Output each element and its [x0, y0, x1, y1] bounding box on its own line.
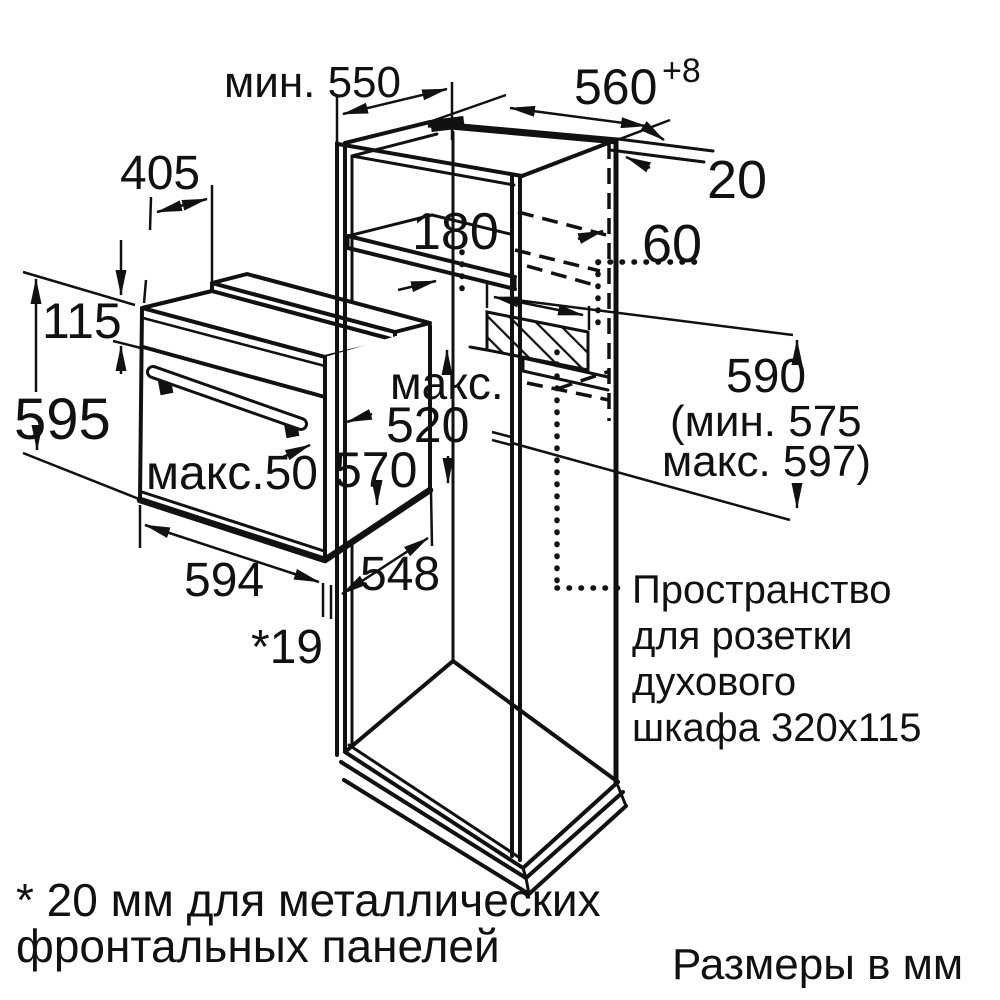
plinth-front-top	[341, 762, 526, 878]
label-min550: мин. 550	[224, 58, 401, 107]
label-60: 60	[642, 214, 703, 274]
dim-405-line	[157, 199, 207, 212]
dim-590-datum-tick-2	[492, 440, 511, 445]
label-20: 20	[707, 150, 768, 210]
socket-note-line1: Пространство	[632, 568, 892, 612]
label-590-min: (мин. 575	[670, 397, 862, 446]
label-548: 548	[360, 548, 441, 601]
dim-180-arrow	[398, 281, 436, 290]
label-max50: макс.50	[146, 447, 318, 500]
ext-line-oven-bottom	[23, 453, 139, 499]
floor-front-inner-edge	[349, 745, 520, 858]
socket-note-line4: шкафа 320x115	[632, 706, 922, 750]
niche-top-rear-notch	[431, 122, 464, 126]
label-star19: *19	[251, 621, 324, 674]
socket-note-line2: для розетки	[632, 614, 853, 658]
wall-line-lower	[610, 150, 704, 162]
dim-405-ext-left	[144, 280, 146, 303]
label-520: 520	[386, 397, 470, 453]
socket-shelf-edge-left	[470, 347, 487, 350]
dim-590-datum-tick-1	[492, 432, 511, 437]
label-115: 115	[42, 293, 122, 349]
top-right-depth-edge	[522, 140, 616, 176]
floor-rear-edge	[453, 661, 618, 782]
footnote	[16, 874, 601, 972]
label-max-word: макс.	[390, 357, 504, 409]
footnote-line2: фронтальных панелей	[16, 920, 500, 972]
floor-front-edge	[345, 752, 523, 868]
label-405: 405	[120, 147, 201, 200]
footnote-line1: * 20 мм для металлических	[16, 874, 601, 926]
socket-note	[632, 568, 922, 750]
socket-note-line3: духового	[632, 660, 797, 704]
plinth-right-top	[526, 792, 623, 878]
dim-405-tick-left	[150, 197, 151, 230]
label-570: 570	[334, 442, 418, 498]
label-590: 590	[726, 350, 807, 403]
label-560-tolerance: +8	[662, 52, 701, 90]
labels	[14, 52, 963, 989]
dim-548-tick-right	[431, 492, 432, 546]
label-590-max: макс. 597)	[662, 437, 871, 486]
wall-line-upper	[618, 139, 713, 151]
dim-20-arrow-upper	[644, 126, 664, 140]
label-180: 180	[412, 203, 499, 261]
dim-560-ext-left	[432, 95, 506, 121]
hidden-shelf-edge-3	[527, 266, 598, 286]
label-595: 595	[14, 387, 111, 452]
dim-20-arrow-lower	[626, 157, 650, 168]
floor-left-edge	[345, 661, 453, 752]
units-note: Размеры в мм	[672, 940, 964, 989]
label-594: 594	[184, 554, 265, 607]
label-560: 560	[574, 59, 658, 115]
